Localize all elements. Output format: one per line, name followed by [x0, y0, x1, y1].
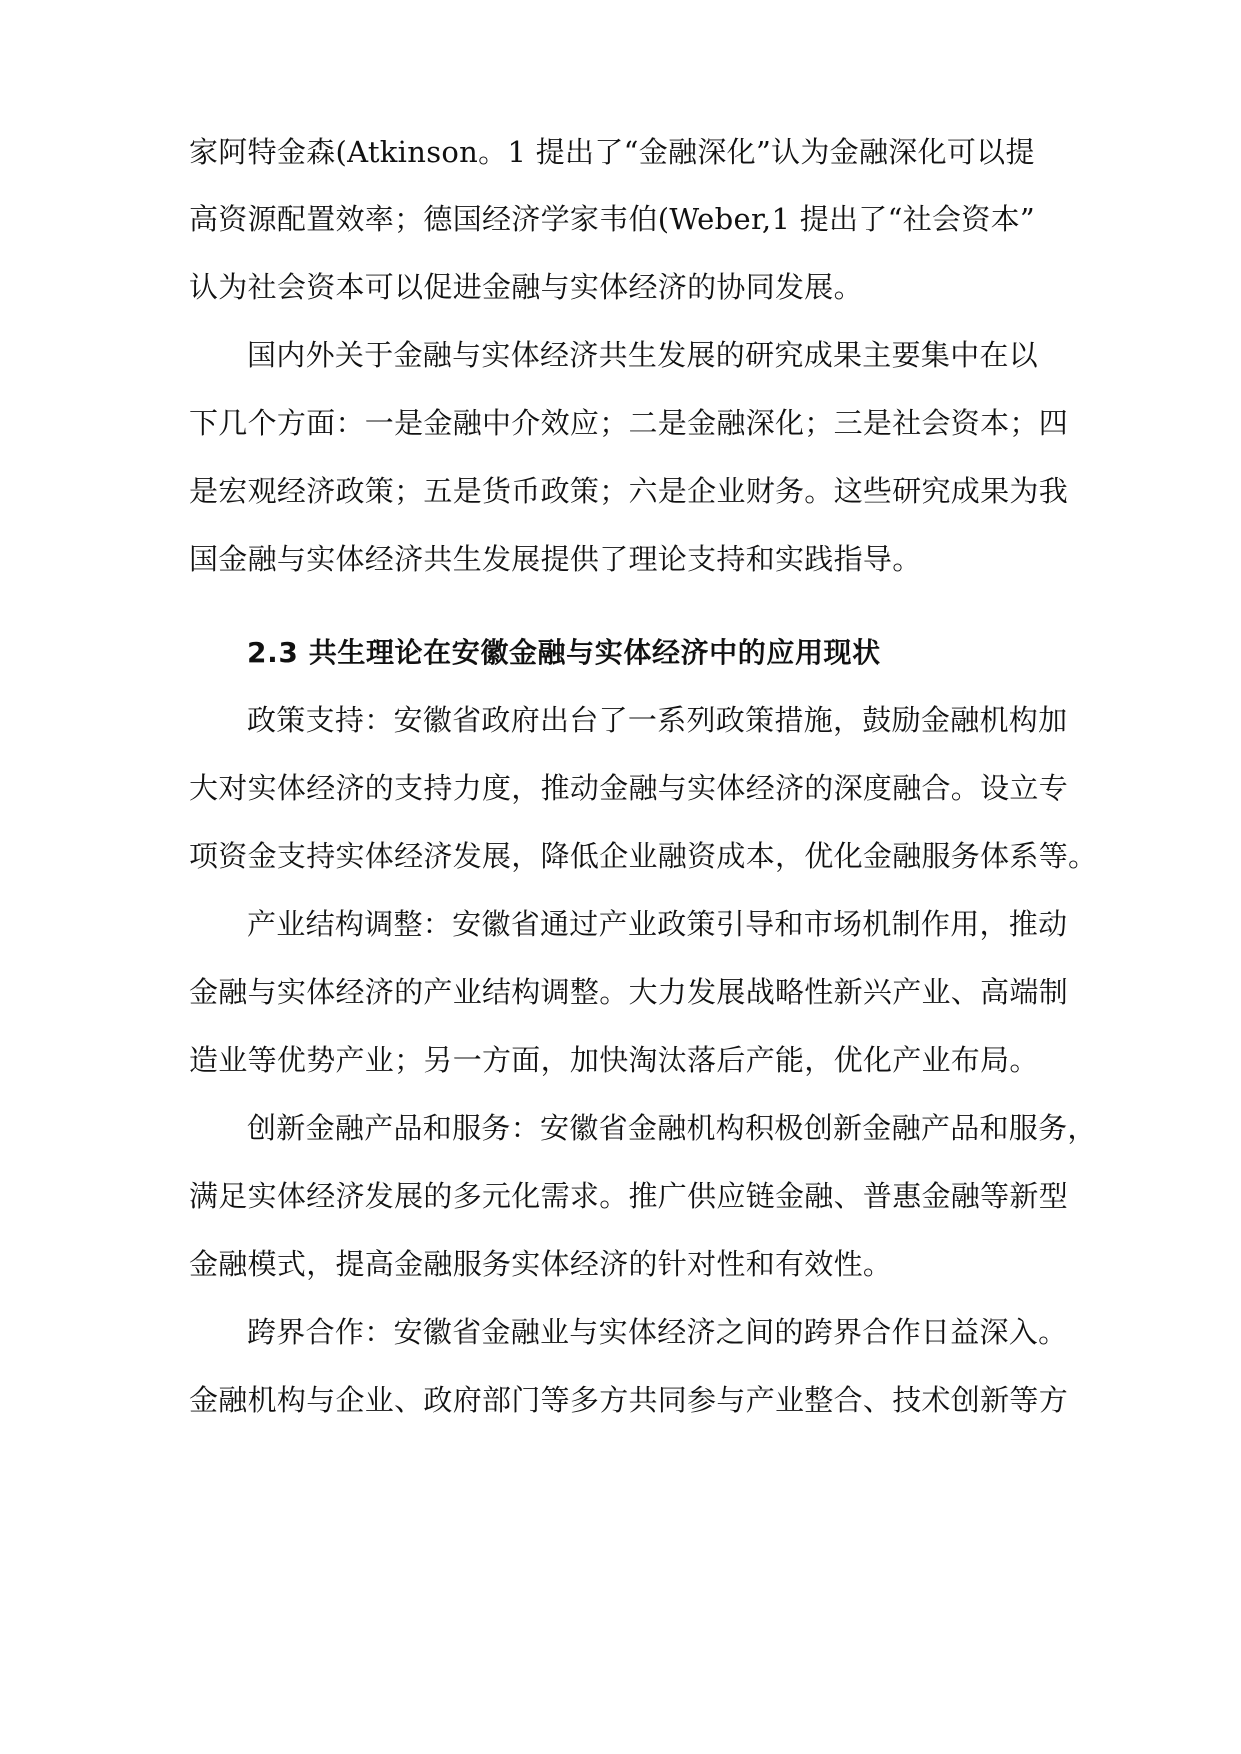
- paragraph-line: 下几个方面：一是金融中介效应；二是金融深化；三是社会资本；四: [189, 406, 1069, 440]
- paragraph-line: 是宏观经济政策；五是货币政策；六是企业财务。这些研究成果为我: [189, 474, 1069, 508]
- paragraph-line: 金融机构与企业、政府部门等多方共同参与产业整合、技术创新等方: [189, 1383, 1069, 1417]
- section-heading: 2.3 共生理论在安徽金融与实体经济中的应用现状: [247, 636, 881, 669]
- paragraph-line: 产业结构调整：安徽省通过产业政策引导和市场机制作用，推动: [247, 907, 1068, 941]
- paragraph-line: 金融模式，提高金融服务实体经济的针对性和有效性。: [189, 1247, 893, 1281]
- paragraph-line: 创新金融产品和服务：安徽省金融机构积极创新金融产品和服务，: [247, 1111, 1097, 1145]
- paragraph-line: 国内外关于金融与实体经济共生发展的研究成果主要集中在以: [247, 338, 1039, 372]
- paragraph-line: 大对实体经济的支持力度，推动金融与实体经济的深度融合。设立专: [189, 771, 1069, 805]
- paragraph-line: 满足实体经济发展的多元化需求。推广供应链金融、普惠金融等新型: [189, 1179, 1069, 1213]
- paragraph-line: 项资金支持实体经济发展，降低企业融资成本，优化金融服务体系等。: [189, 839, 1098, 873]
- paragraph-line: 跨界合作：安徽省金融业与实体经济之间的跨界合作日益深入。: [247, 1315, 1068, 1349]
- paragraph-line: 金融与实体经济的产业结构调整。大力发展战略性新兴产业、高端制: [189, 975, 1069, 1009]
- paragraph-line: 认为社会资本可以促进金融与实体经济的协同发展。: [189, 270, 863, 304]
- paragraph-line: 政策支持：安徽省政府出台了一系列政策措施，鼓励金融机构加: [247, 703, 1068, 737]
- paragraph-line: 家阿特金森(Atkinson。1 提出了“金融深化”认为金融深化可以提: [189, 135, 1035, 169]
- paragraph-line: 国金融与实体经济共生发展提供了理论支持和实践指导。: [189, 542, 922, 576]
- paragraph-line: 造业等优势产业；另一方面，加快淘汰落后产能，优化产业布局。: [189, 1043, 1039, 1077]
- paragraph-line: 高资源配置效率；德国经济学家韦伯(Weber,1 提出了“社会资本”: [189, 202, 1036, 236]
